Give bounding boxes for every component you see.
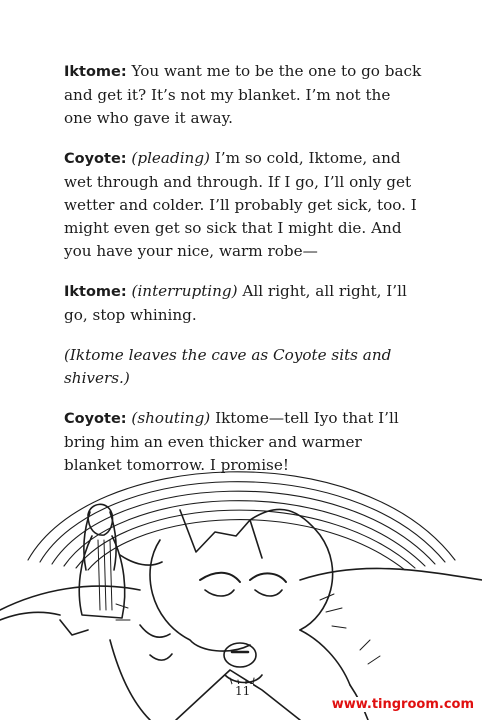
dialogue-line <box>64 280 422 327</box>
script-text <box>64 60 422 494</box>
stage-direction-inline: (shouting) <box>131 409 211 427</box>
dialogue-line <box>64 147 422 263</box>
stage-direction-inline: (interrupting) <box>131 282 238 300</box>
dialogue-line <box>64 60 422 130</box>
dialogue-text: All right, all right, I’ll go, stop whining. <box>64 282 407 324</box>
speaker-name: Coyote: <box>64 151 127 167</box>
watermark-text: www.tingroom.com <box>331 697 474 712</box>
page-number: 11 <box>232 684 253 698</box>
cave-illustration <box>0 440 482 720</box>
stage-direction: (Iktome leaves the cave as Coyote sits and shivers.) <box>64 346 392 387</box>
dialogue-text: I’m so cold, Iktome, and wet through and through. If I go, I’ll only get wetter and colder. I’ll probably get sick, too. I might even get so sick that I might die. And you have your nice, warm robe— <box>64 149 417 260</box>
speaker-name: Coyote: <box>64 411 127 427</box>
speaker-name: Iktome: <box>64 284 127 300</box>
stage-direction-inline: (pleading) <box>131 149 210 167</box>
dialogue-text: Iktome—tell Iyo that I’ll bring him an even thicker and warmer blanket tomorrow. I promise! <box>64 409 399 474</box>
cave-arch-lines <box>28 472 455 570</box>
dialogue-text: You want me to be the one to go back and get it? It’s not my blanket. I’m not the one who gave it away. <box>64 62 422 127</box>
speaker-name: Iktome: <box>64 64 127 80</box>
ground-line <box>0 586 140 610</box>
